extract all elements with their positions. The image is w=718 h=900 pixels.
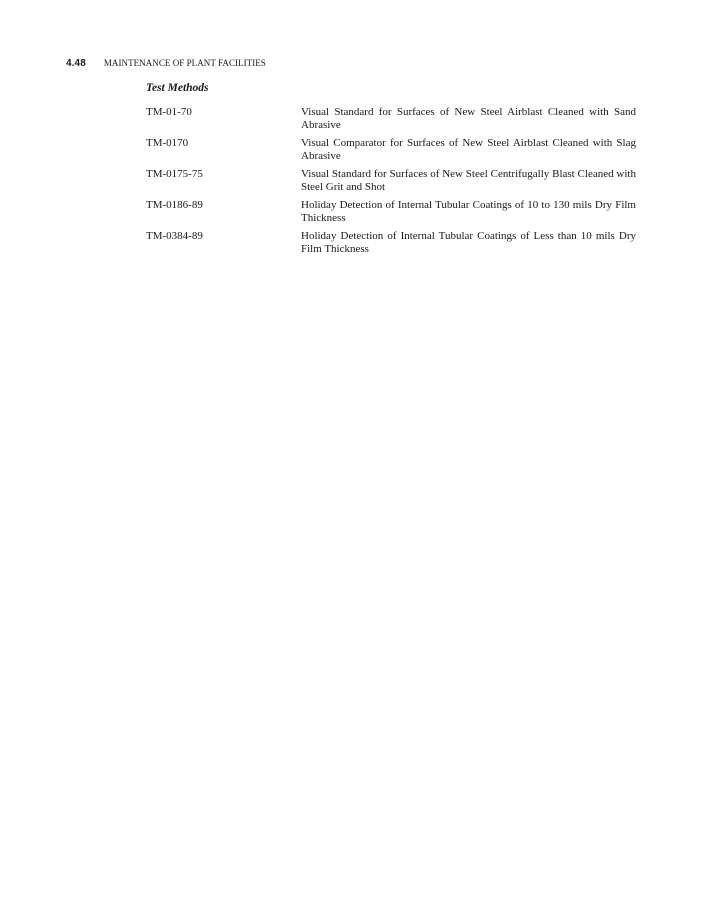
method-code: TM-0384-89: [146, 230, 203, 242]
method-title: Holiday Detection of Internal Tubular Coatings of Less than 10 mils Dry Film Thickness: [301, 230, 636, 255]
method-title: Visual Standard for Surfaces of New Steel Airblast Cleaned with Sand Abrasive: [301, 106, 636, 131]
running-head: [66, 53, 266, 71]
method-code: TM-01-70: [146, 106, 192, 118]
method-title: Holiday Detection of Internal Tubular Coatings of 10 to 130 mils Dry Film Thickness: [301, 199, 636, 224]
section-heading: Test Methods: [146, 82, 209, 94]
page-number: 4.48: [66, 58, 86, 69]
test-methods-list: [146, 106, 636, 261]
method-code: TM-0170: [146, 137, 189, 149]
method-code: TM-0175-75: [146, 168, 203, 180]
book-title: MAINTENANCE OF PLANT FACILITIES: [103, 58, 266, 68]
list-item: [146, 230, 636, 256]
method-title: Visual Comparator for Surfaces of New Steel Airblast Cleaned with Slag Abrasive: [301, 137, 636, 162]
list-item: [146, 137, 636, 163]
method-title: Visual Standard for Surfaces of New Steel Centrifugally Blast Cleaned with Steel Grit and Shot: [301, 168, 636, 193]
list-item: [146, 106, 636, 132]
list-item: [146, 168, 636, 194]
list-item: [146, 199, 636, 225]
method-code: TM-0186-89: [146, 199, 203, 211]
